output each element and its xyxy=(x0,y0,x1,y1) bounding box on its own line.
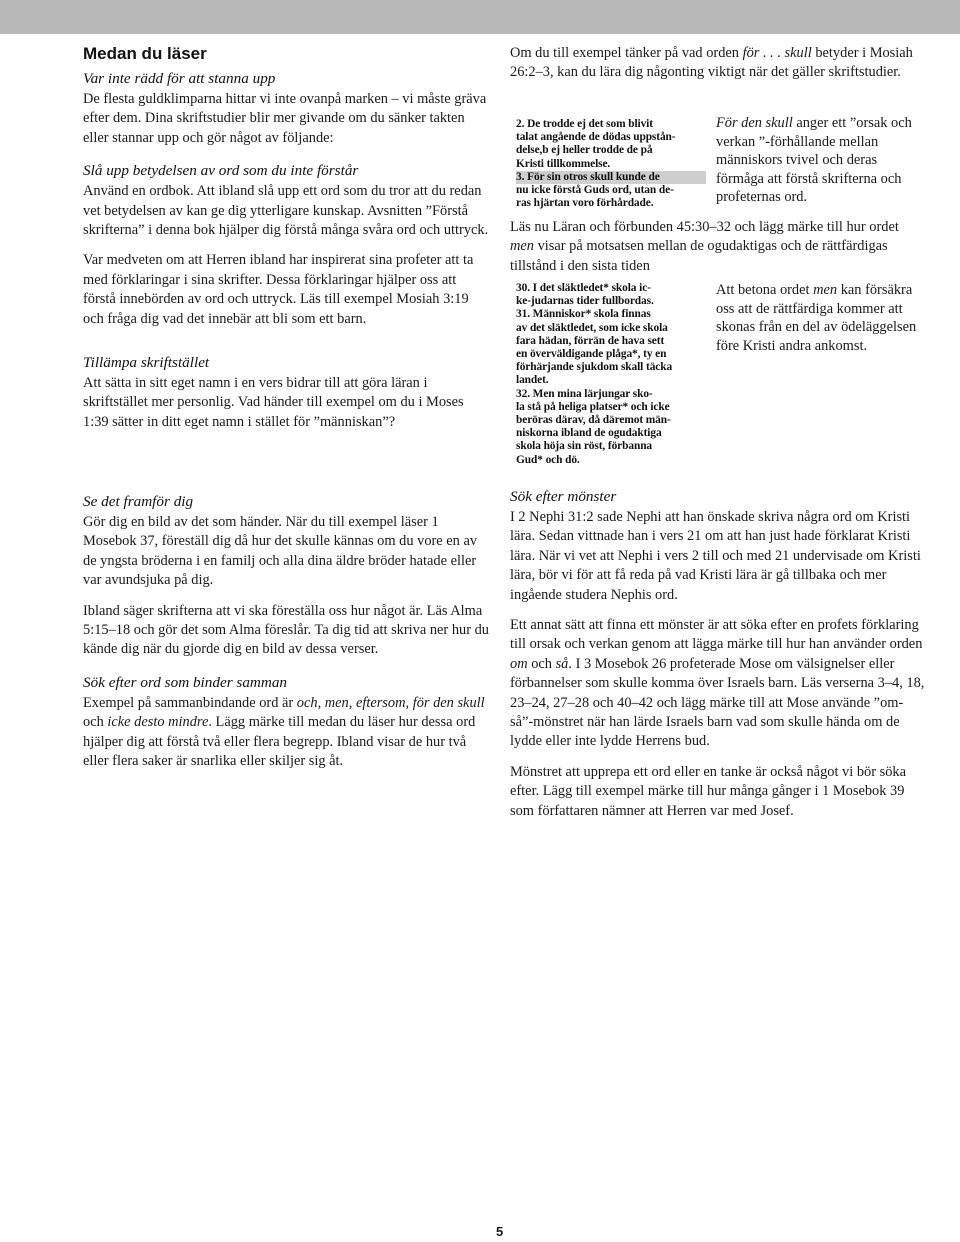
scripture-line-highlighted: 3. För sin otros skull kunde de xyxy=(516,171,706,184)
paragraph: Gör dig en bild av det som händer. När du till exempel läser 1 Mosebok 37, föreställ dig då hur det skulle kännas om du vore en av de yngsta bröderna i en familj och alla dina äldre bröder hatade eller var avundsjuka på dig. xyxy=(83,514,478,589)
scripture-excerpt-dc xyxy=(516,282,706,467)
paragraph: Mönstret att upprepa ett ord eller en tanke är också något vi bör söka efter. Lägg till exempel märke till hur många gånger i 1 Mosebok 39 som författaren nämner att Herren var med Josef. xyxy=(510,763,907,819)
scripture-line: skola höja sin röst, förbanna xyxy=(516,440,653,453)
right-paragraph-dc: Läs nu Läran och förbunden 45:30–32 och lägg märke till hur ordet men visar på motsatsen mellan de ogudaktigas och de rättfärdigas tillstånd i den sista tiden xyxy=(510,219,899,274)
page-number: 5 xyxy=(496,1224,504,1239)
section-heading: Medan du läser xyxy=(83,44,207,63)
subheading-connecting-words: Sök efter ord som binder samman xyxy=(83,673,288,691)
scripture-line: delse,b ej heller trodde de på xyxy=(516,144,653,157)
right-column-lower xyxy=(510,488,925,821)
scripture-line: ke-judarnas tider fullbordas. xyxy=(516,295,654,308)
scripture-line: Gud* och dö. xyxy=(516,453,580,466)
paragraph: Om du till exempel tänker på vad orden för . . . skull betyder i Mosiah 26:2–3, kan du lära dig någonting viktigt när det gäller skriftstudier. xyxy=(510,45,913,81)
paragraph: I 2 Nephi 31:2 sade Nephi att han önskade skriva några ord om Kristi lära. Sedan vittnade han i vers 21 om att han just hade förklarat Kristi lära. När vi vet att Nephi i vers 2 till och med 21 undervisade om Kristi lära, bör vi för att få reda på vad Kristi lära är gå tillbaka och mer ingående studera Nephis ord. xyxy=(510,509,921,603)
scripture-line: ras hjärtan voro förhårdade. xyxy=(516,197,654,210)
paragraph: Var medveten om att Herren ibland har inspirerat sina profeter att ta med förklaringar i sina skrifter. Dessa förklaringar hjälper oss att förstå innebörden av ord och uttryck. Läs till exempel Mosiah 3:19 och fråga dig vad det innebär att bli som ett barn. xyxy=(83,252,474,327)
scripture-line: landet. xyxy=(516,374,549,387)
side-note-men: Att betona ordet men kan försäkra oss att de rättfärdiga kommer att skonas från en del av ödeläggelsen före Kristi andra ankomst. xyxy=(716,282,917,354)
paragraph: Använd en ordbok. Att ibland slå upp ett ord som du tror att du redan vet betydelsen av kan ge dig ytterligare kunskap. Avsnitten ”Förstå skrifterna” i denna bok hjälper dig förstå många svåra ord och uttryck. xyxy=(83,183,489,239)
paragraph: Ibland säger skrifterna att vi ska föreställa oss hur något är. Läs Alma 5:15–18 och gör det som Alma föreslår. Ta dig tid att skriva ner hur du kände dig när du gjorde dig en bild av dessa verser. xyxy=(83,602,489,658)
scripture-line: talat angående de dödas uppstån- xyxy=(516,131,676,144)
left-column-lower xyxy=(83,493,491,771)
subheading-patterns: Sök efter mönster xyxy=(510,488,617,505)
subheading-lookup: Slå upp betydelsen av ord som du inte förstår xyxy=(83,162,359,180)
subheading-visualize: Se det framför dig xyxy=(83,493,194,510)
scripture-line: 32. Men mina lärjungar sko- xyxy=(516,387,653,400)
scripture-line: en överväldigande plåga*, ty en xyxy=(516,348,667,361)
paragraph: Ett annat sätt att finna ett mönster är att söka efter en profets förklaring till orsak och verkan genom att lägga märke till hur han använder orden om och så. I 3 Mosebok 26 profeterade Mose om välsignelser eller förbannelser som skulle komma över Israels barn. Läs verserna 3–4, 18, 23–24, 27–28 och 40–42 och lägg märke till att Mose använde ”om-så”-mönstret när han lärde Israels barn vad som skulle hända om de lydde eller inte lydde Herrens bud. xyxy=(510,617,925,750)
subheading-stop: Var inte rädd för att stanna upp xyxy=(83,70,276,87)
scripture-line: Kristi tillkommelse. xyxy=(516,157,611,170)
scripture-excerpt-mosiah xyxy=(516,118,706,210)
right-column xyxy=(510,44,925,83)
left-column xyxy=(83,44,491,432)
scripture-line: 30. I det släktledet* skola ic- xyxy=(516,282,651,294)
scripture-line: beröras därav, då däremot män- xyxy=(516,414,671,427)
scripture-line: la stå på heliga platser* och icke xyxy=(516,400,670,413)
top-bar xyxy=(0,0,960,34)
side-note-cause-effect: För den skull anger ett ”orsak och verkan ”-förhållande mellan människors tvivel och deras förmåga att förstå skrifterna och profeternas ord. xyxy=(716,115,912,206)
scripture-line: fara hädan, förrän de hava sett xyxy=(516,334,665,347)
scripture-line: niskorna ibland de ogudaktiga xyxy=(516,427,662,440)
subheading-apply: Tillämpa skriftstället xyxy=(83,354,210,372)
paragraph: De flesta guldklimparna hittar vi inte ovanpå marken – vi måste gräva efter dem. Dina skriftstudier blir mer givande om du sänker takten eller stannar upp och gör något av följande: xyxy=(83,91,487,146)
paragraph: Att sätta in sitt eget namn i en vers bidrar till att göra läran i skriftstället mer personlig. Vad händer till exempel om du i Moses 1:39 sätter in ditt eget namn i stället för ”människan”? xyxy=(83,375,464,430)
scripture-line: 2. De trodde ej det som blivit xyxy=(516,118,653,130)
scripture-line: nu icke förstå Guds ord, utan de- xyxy=(516,184,674,197)
scripture-line: 31. Människor* skola finnas xyxy=(516,308,651,321)
scripture-line: av det släktledet, som icke skola xyxy=(516,321,668,334)
paragraph: Exempel på sammanbindande ord är och, men, eftersom, för den skull och icke desto mindre. Lägg märke till medan du läser hur dessa ord hjälper dig att förstå två eller flera begrepp. Ibland visar de hur två eller flera saker är snarlika eller skiljer sig åt. xyxy=(83,694,485,770)
scripture-line: förhärjande sjukdom skall täcka xyxy=(516,361,673,374)
